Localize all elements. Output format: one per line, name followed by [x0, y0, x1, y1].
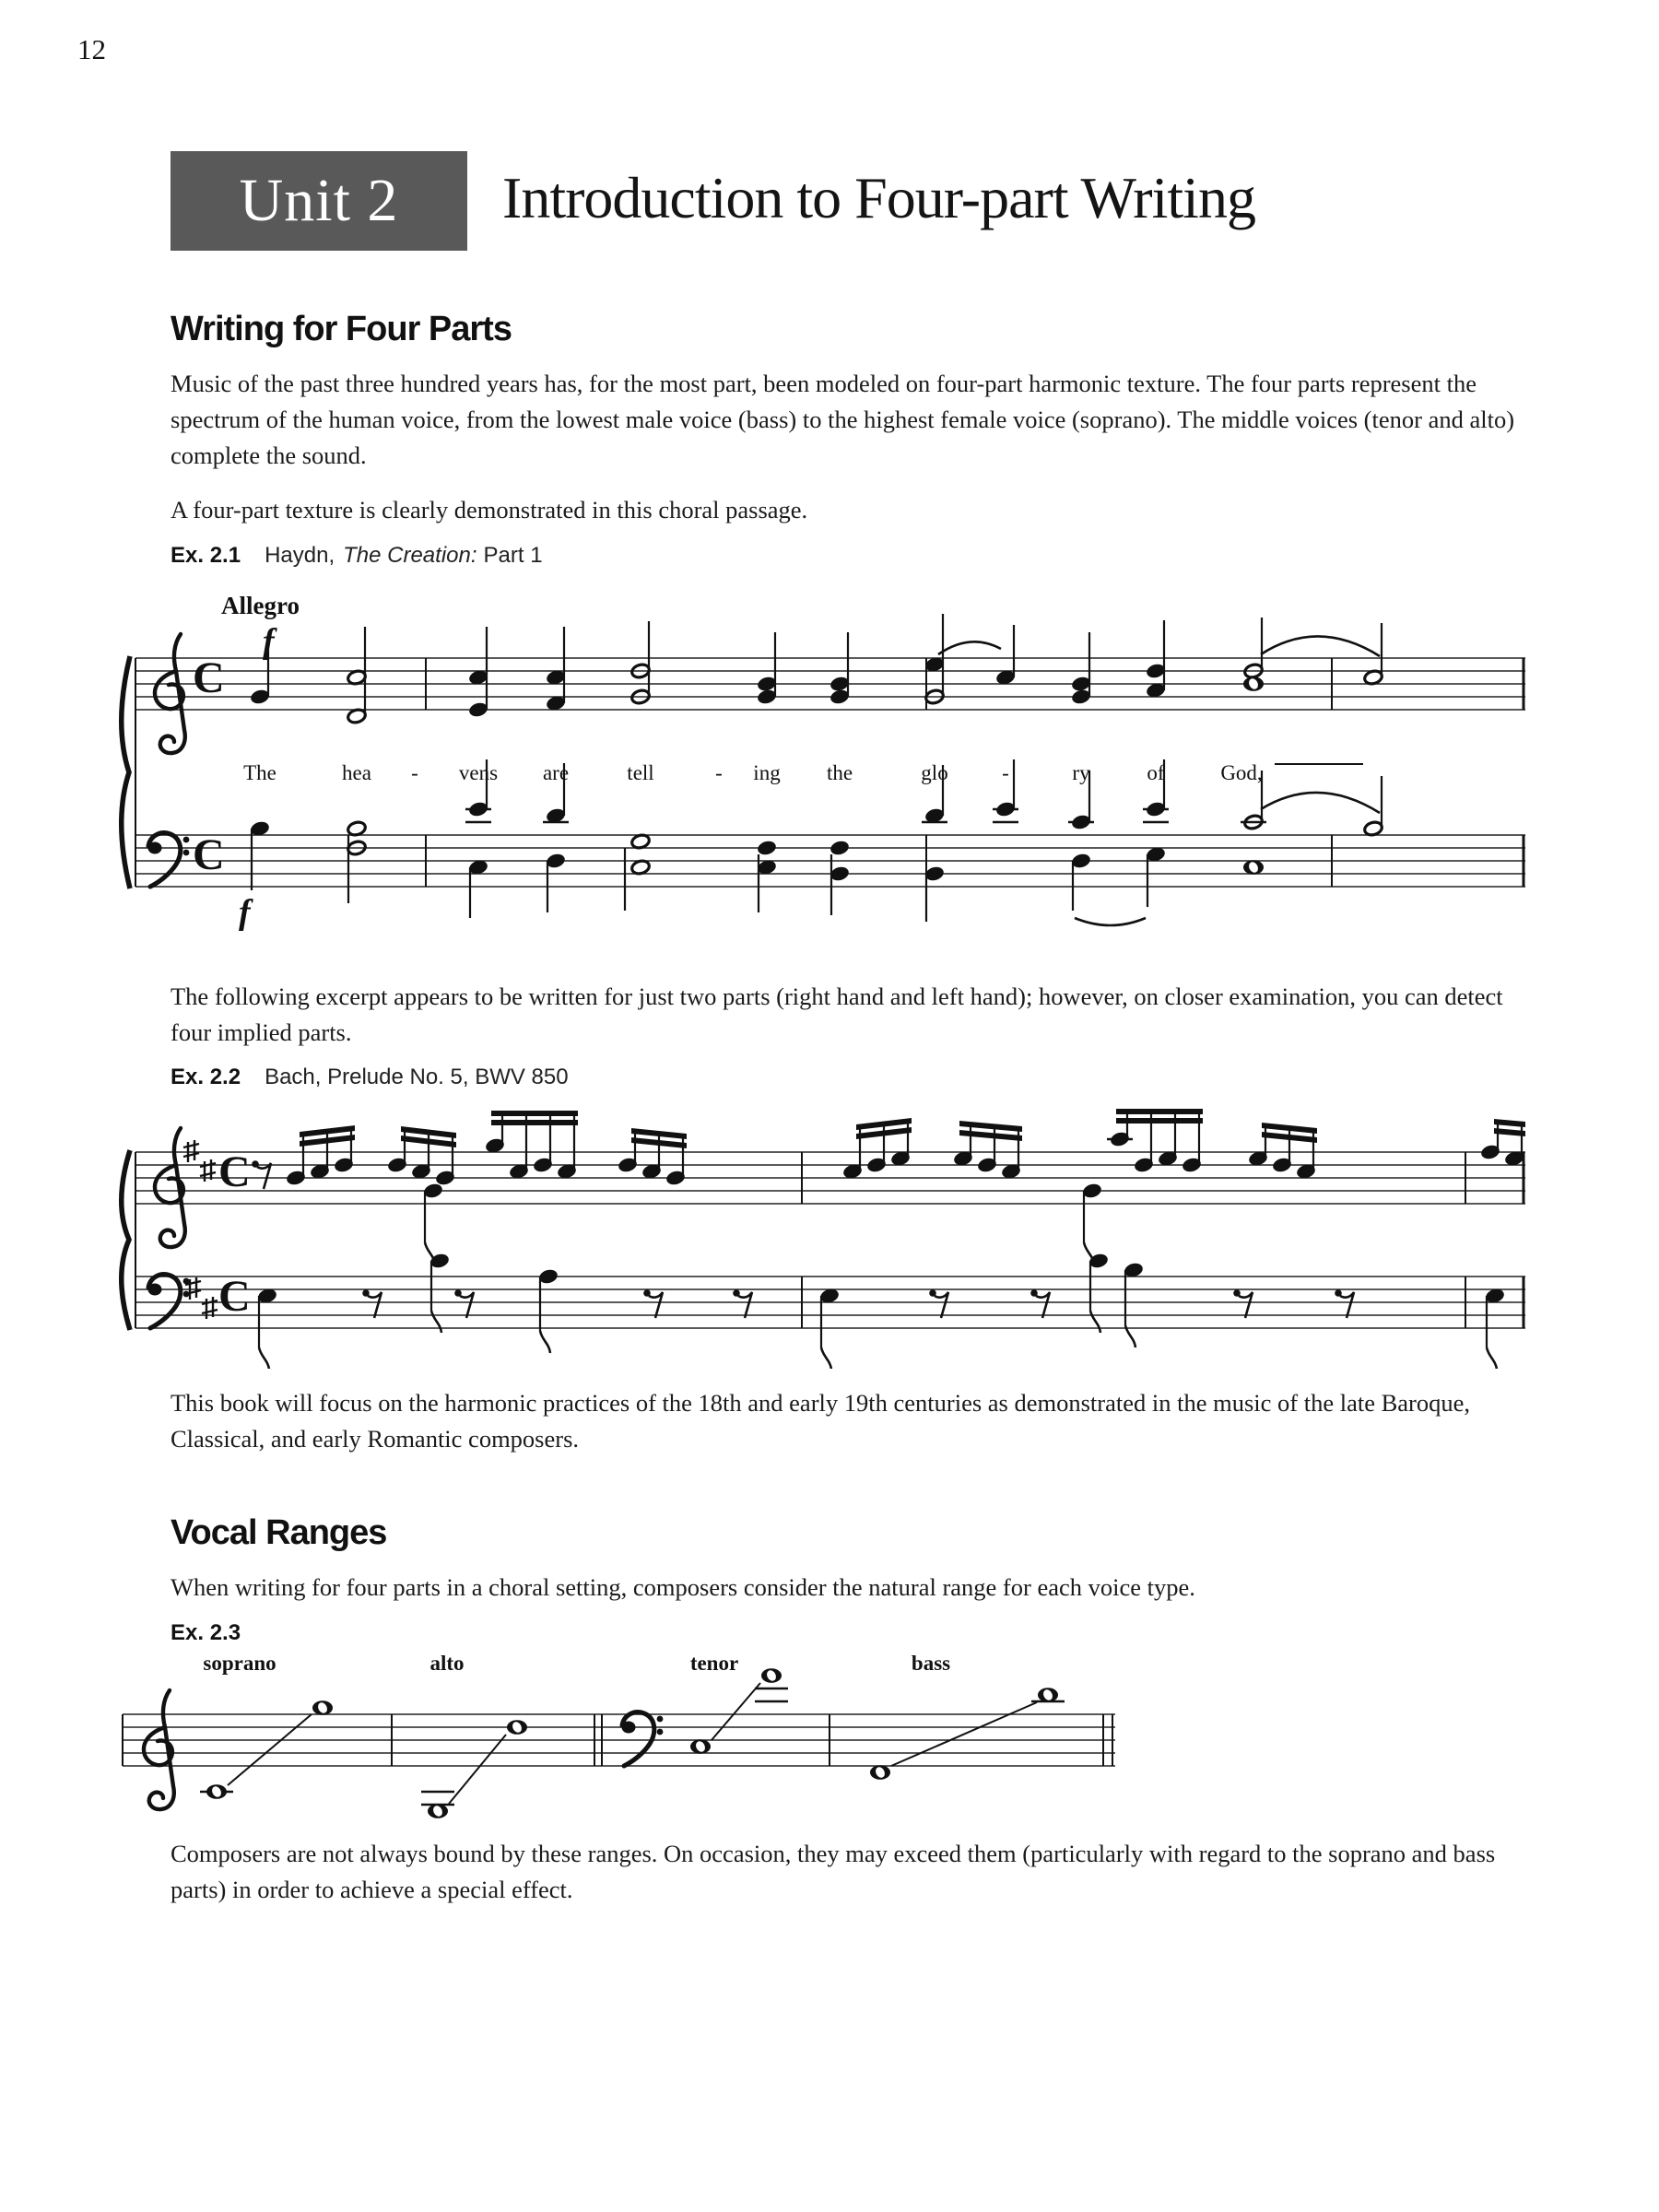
lyric-syllable: vens [458, 761, 499, 784]
bach-notation-svg [115, 1106, 1544, 1369]
bass-staff [135, 1272, 1525, 1328]
paragraph-focus: This book will focus on the harmonic practices of the 18th and early 19th centuries as demonstrated in the music of the late Baroque, Classical, and early Romantic composers. [171, 1389, 1470, 1453]
example-2-1-caption [171, 543, 543, 569]
system-brace [122, 1150, 130, 1330]
time-signature-treble: C [218, 1147, 251, 1196]
ranges-notation-svg [115, 1650, 1138, 1830]
section-heading-writing: Writing for Four Parts [171, 310, 512, 348]
lyric-syllable: glo [921, 761, 948, 784]
treble-clef-icon [144, 1690, 174, 1809]
example-2-1-work: The Creation: [343, 543, 477, 568]
system-brace [122, 656, 130, 888]
time-signature-treble: C [193, 653, 225, 702]
paragraph-choral: A four-part texture is clearly demonstrated in this choral passage. [171, 496, 808, 524]
treble-staff [135, 653, 1525, 710]
lyric-syllable: - [1002, 761, 1009, 784]
lyric-syllable: hea [342, 761, 371, 784]
lyric-syllable: of [1147, 761, 1165, 784]
paragraph-vocal: When writing for four parts in a choral setting, composers consider the natural range for each voice type. [171, 1573, 1195, 1601]
lyric-syllable: - [411, 761, 418, 784]
lyric-extender-line [1275, 763, 1363, 765]
lyric-syllable: ing [753, 761, 781, 784]
section-heading-vocal: Vocal Ranges [171, 1513, 387, 1552]
example-2-1-part: Part 1 [483, 543, 543, 568]
tempo-marking: Allegro [221, 592, 300, 619]
alto-range [421, 1720, 527, 1818]
paragraph-two-parts: The following excerpt appears to be written for just two parts (right hand and left hand); however, on closer examination, you can detect four implied parts. [171, 982, 1503, 1046]
slur-god-bass [1261, 793, 1380, 813]
lyric-syllable: The [243, 761, 276, 784]
voice-label-tenor: tenor [689, 1652, 739, 1675]
example-2-3-caption [171, 1620, 265, 1646]
time-signature-bass: C [193, 830, 225, 879]
treble-clef-icon [155, 634, 185, 753]
voice-label-bass: bass [911, 1652, 951, 1675]
example-2-2-caption [171, 1065, 569, 1090]
example-2-2-label: Ex. 2.2 [171, 1065, 241, 1089]
unit-badge [171, 151, 467, 251]
treble-clef-icon [155, 1128, 185, 1247]
unit-label: Unit 2 [239, 167, 399, 234]
voice-label-alto: alto [429, 1652, 465, 1675]
score-vocal-ranges [115, 1650, 1138, 1830]
lyric-syllable: are [542, 761, 570, 784]
lyric-syllable: God, [1220, 761, 1263, 784]
example-2-1-composer: Haydn, [265, 543, 335, 568]
staff [123, 1714, 1115, 1766]
treble-notes [249, 614, 1382, 724]
example-2-2-work: Bach, Prelude No. 5, BWV 850 [265, 1065, 569, 1089]
paragraph-closing: Composers are not always bound by these ranges. On occasion, they may exceed them (particularly with regard to the soprano and bass parts) in order to achieve a special effect. [171, 1840, 1496, 1903]
chapter-title: Introduction to Four-part Writing [502, 165, 1255, 230]
paragraph-intro: Music of the past three hundred years has, for the most part, been modeled on four-part harmonic texture. The four parts represent the spectrum of the human voice, from the lowest male voice (bass) to the highest female voice (soprano). The middle voices (tenor and alto) complete the sound. [171, 370, 1515, 469]
voice-label-soprano: soprano [203, 1652, 276, 1675]
score-haydn-example [115, 579, 1544, 957]
lyric-syllable: the [826, 761, 853, 784]
bass-clef-icon [148, 833, 190, 887]
lyric-syllable: - [715, 761, 723, 784]
slur-bass-under [1075, 918, 1146, 925]
soprano-range [200, 1700, 333, 1799]
bass-notes [249, 759, 1382, 925]
bass-clef-icon [148, 1275, 190, 1328]
score-bach-example [115, 1106, 1544, 1369]
lyric-syllable: ry [1072, 761, 1090, 784]
slur-glory [938, 641, 1001, 654]
example-2-3-label: Ex. 2.3 [171, 1620, 241, 1645]
time-signature-bass: C [218, 1272, 251, 1321]
bass-clef-icon [622, 1712, 664, 1766]
dynamic-forte-treble: f [263, 622, 275, 661]
example-2-1-label: Ex. 2.1 [171, 543, 241, 568]
tenor-range [690, 1668, 788, 1754]
slur-god-treble [1261, 636, 1380, 656]
page-number: 12 [77, 33, 106, 65]
dynamic-forte-bass: f [239, 893, 251, 932]
lyric-syllable: tell [627, 761, 654, 784]
barlines [426, 658, 1524, 887]
